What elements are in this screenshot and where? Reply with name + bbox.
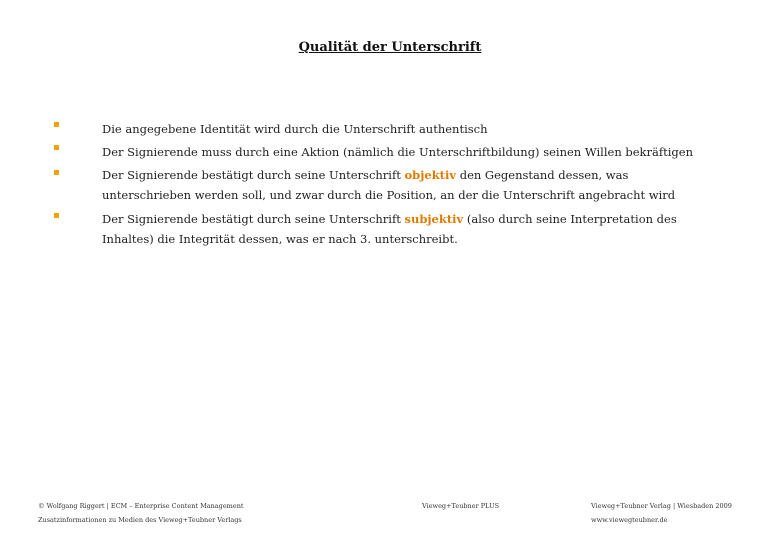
slide-title: Qualität der Unterschrift: [298, 40, 482, 55]
footer-info: Zusatzinformationen zu Medien des Vieweg+Teubner Verlags: [38, 516, 242, 524]
bullet-item: [54, 118, 714, 141]
highlight-subjektiv: subjektiv: [404, 212, 464, 226]
highlight-objektiv: objektiv: [404, 168, 457, 182]
footer-middle: [422, 499, 499, 513]
bullet-list: [54, 118, 714, 249]
bullet-item: [54, 207, 714, 249]
bullet-text: Der Signierende bestätigt durch seine Unterschrift: [102, 212, 405, 226]
bullet-text-continued: den Gegenstand dessen, was unterschrieben werden soll, und zwar durch die Position, an der die Unterschrift angebracht wird: [102, 168, 676, 202]
bullet-square-icon: [54, 213, 59, 218]
footer-copyright: © Wolfgang Riggert | ECM – Enterprise Content Management: [38, 502, 244, 510]
footer-website: www.viewegteubner.de: [591, 516, 668, 524]
bullet-square-icon: [54, 145, 59, 150]
footer-left: [38, 499, 244, 527]
bullet-text-continued: (also durch seine Interpretation des Inhaltes) die Integrität dessen, was er nach 3. unterschreibt.: [102, 212, 677, 246]
bullet-square-icon: [54, 170, 59, 175]
bullet-item: [54, 141, 714, 164]
footer-right: [591, 499, 732, 527]
bullet-text: Die angegebene Identität wird durch die Unterschrift authentisch: [102, 122, 488, 136]
bullet-text: Der Signierende bestätigt durch seine Unterschrift: [102, 168, 405, 182]
footer-publisher: Vieweg+Teubner Verlag | Wiesbaden 2009: [591, 502, 732, 510]
bullet-text: Der Signierende muss durch eine Aktion (nämlich die Unterschriftbildung) seinen Willen bekräftigen: [102, 145, 693, 159]
footer-plus: Vieweg+Teubner PLUS: [422, 502, 500, 510]
bullet-item: [54, 164, 714, 207]
bullet-square-icon: [54, 122, 59, 127]
